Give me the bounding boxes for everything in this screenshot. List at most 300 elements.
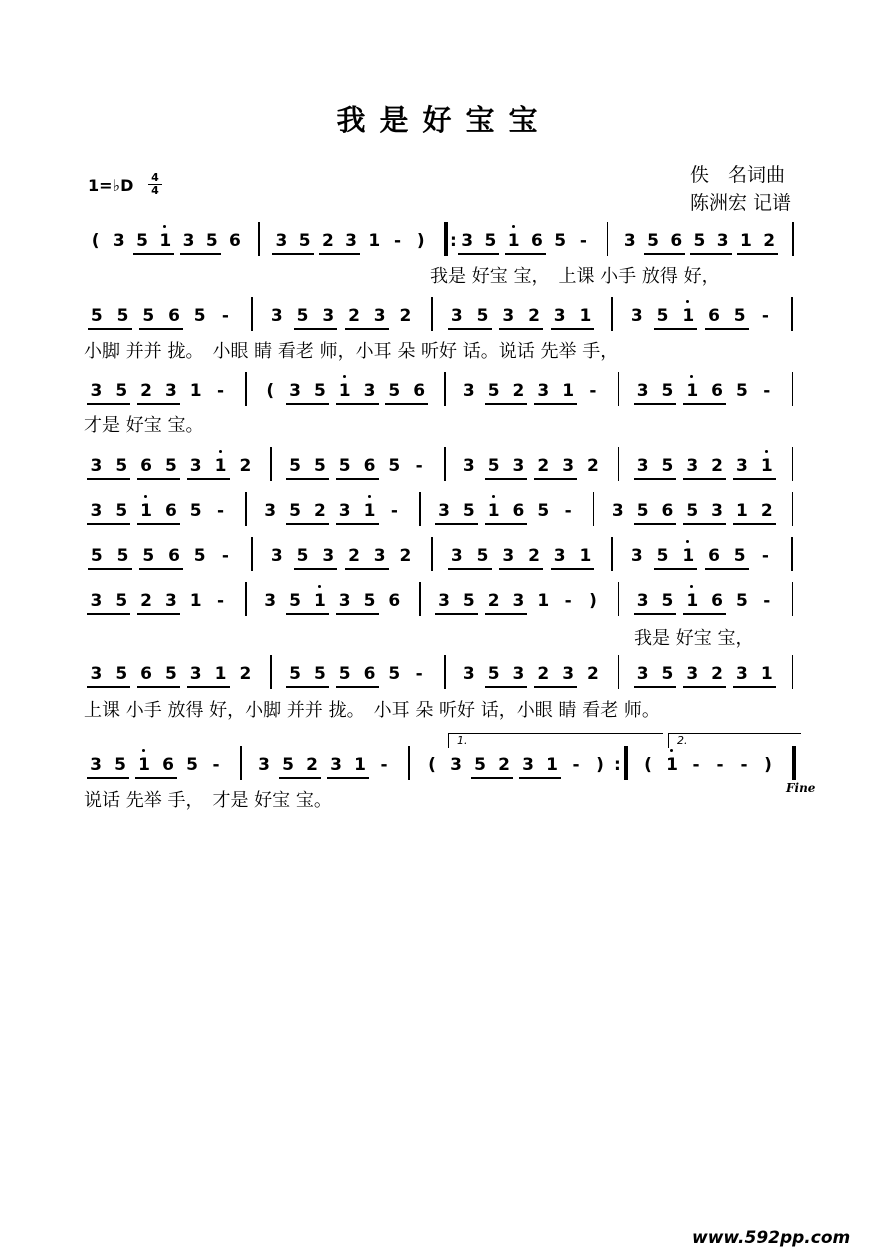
lyric-line: 上课 小手 放得 好，小脚 并并 拢。 小耳 朵 听好 话，小眼 睛 看老 师。 (84, 700, 660, 721)
dash-extension: - (763, 591, 771, 611)
underline-beam (683, 686, 726, 688)
note: 3 (636, 456, 649, 476)
note: 5 (289, 664, 301, 684)
note: 3 (363, 381, 376, 401)
underline-beam (279, 777, 321, 779)
note: 5 (313, 664, 326, 684)
note: 3 (275, 231, 288, 251)
bar-line (251, 537, 253, 571)
first-ending-bracket (448, 733, 663, 748)
underline-beam (137, 523, 180, 525)
note: 6 (164, 501, 177, 521)
note: 5 (661, 456, 674, 476)
underline-beam (137, 686, 180, 688)
note: 3 (270, 546, 283, 566)
note: 5 (296, 546, 309, 566)
underline-beam (286, 686, 329, 688)
repeat-dots: : (614, 755, 621, 775)
note: 1 (562, 381, 575, 401)
note: 1 (546, 755, 558, 775)
note: 3 (502, 546, 515, 566)
bar-line (419, 582, 421, 616)
underline-beam (187, 478, 230, 480)
note: 3 (264, 591, 277, 611)
first-ending-label: 1. (457, 734, 468, 747)
note: 5 (115, 456, 128, 476)
note: 5 (289, 591, 301, 611)
underline-beam (733, 523, 776, 525)
bar-line (791, 297, 793, 331)
underline-beam (137, 613, 180, 615)
note: 5 (205, 231, 218, 251)
note: 1 (368, 231, 381, 251)
note: 2 (763, 231, 776, 251)
underline-beam (87, 523, 130, 525)
note: 5 (661, 664, 674, 684)
underline-beam (137, 478, 180, 480)
underline-beam (634, 403, 677, 405)
parenthesis: ) (596, 755, 604, 775)
note: 6 (140, 664, 152, 684)
note: 6 (711, 381, 724, 401)
note: 3 (461, 231, 474, 251)
parenthesis: ( (644, 755, 652, 775)
note: 1 (505, 230, 523, 252)
note: 5 (462, 591, 475, 611)
underline-beam (683, 403, 726, 405)
note: 1 (679, 305, 697, 327)
underline-beam (499, 328, 543, 330)
parenthesis: ) (416, 231, 425, 251)
note: 3 (164, 381, 177, 401)
note: 3 (736, 664, 748, 684)
underline-beam (485, 523, 528, 525)
note: 2 (313, 501, 326, 521)
parenthesis: ( (266, 381, 275, 401)
note: 5 (289, 456, 301, 476)
note: 6 (708, 546, 720, 566)
underline-beam (458, 253, 499, 255)
note: 5 (733, 546, 746, 566)
note: 1 (189, 591, 202, 611)
note: 3 (182, 231, 195, 251)
note: 1 (758, 455, 776, 477)
note: 5 (115, 664, 128, 684)
bar-line (611, 297, 613, 331)
dash-extension: - (415, 456, 423, 476)
note: 5 (296, 306, 309, 326)
key-signature: 1=♭D (88, 176, 134, 195)
underline-beam (644, 253, 685, 255)
note: 1 (137, 500, 155, 522)
note: 6 (140, 456, 152, 476)
bar-line (431, 537, 433, 571)
bar-line (618, 447, 620, 481)
note: 2 (306, 755, 318, 775)
bar-line (270, 655, 272, 689)
note: 6 (413, 381, 426, 401)
bar-line (251, 297, 253, 331)
bar-line (593, 492, 595, 526)
note: 2 (760, 501, 773, 521)
note: 5 (193, 546, 206, 566)
underline-beam (634, 523, 677, 525)
note: 3 (562, 664, 575, 684)
bar-line (792, 492, 794, 526)
note: 3 (373, 306, 386, 326)
note: 3 (189, 664, 202, 684)
note: 2 (239, 664, 252, 684)
dash-extension: - (716, 755, 724, 775)
note: 1 (311, 590, 329, 612)
note: 2 (399, 306, 412, 326)
note: 5 (115, 501, 128, 521)
note: 3 (512, 456, 525, 476)
note: 2 (348, 546, 360, 566)
underline-beam (87, 403, 130, 405)
underline-beam (519, 777, 561, 779)
note: 2 (711, 456, 724, 476)
underline-beam (87, 686, 130, 688)
note: 5 (476, 306, 489, 326)
note: 5 (338, 664, 351, 684)
lyric-line: 才是 好宝 宝。 (84, 415, 204, 436)
parenthesis: ) (764, 755, 772, 775)
bar-line (444, 447, 446, 481)
underline-beam (88, 568, 132, 570)
note: 2 (587, 664, 599, 684)
underline-beam (705, 328, 749, 330)
note: 3 (686, 456, 699, 476)
bar-line (792, 655, 794, 689)
bar-line (792, 372, 794, 406)
note: 3 (462, 664, 475, 684)
bar-line (270, 447, 272, 481)
fine-marking: Fine (786, 781, 816, 795)
note: 3 (522, 755, 534, 775)
note: 3 (716, 231, 729, 251)
note: 3 (623, 231, 636, 251)
dash-extension: - (763, 381, 771, 401)
note: 5 (115, 381, 128, 401)
bar-line (607, 222, 609, 256)
note: 6 (661, 501, 674, 521)
dash-extension: - (221, 546, 229, 566)
dash-extension: - (415, 664, 423, 684)
bar-line (792, 447, 794, 481)
dash-extension: - (564, 501, 572, 521)
note: 2 (587, 456, 599, 476)
note: 5 (90, 306, 103, 326)
bar-line (245, 372, 247, 406)
note: 5 (189, 501, 202, 521)
bar-line (444, 655, 446, 689)
underline-beam (133, 253, 174, 255)
note: 3 (322, 306, 335, 326)
note: 3 (611, 501, 624, 521)
note: 5 (90, 546, 103, 566)
dash-extension: - (390, 501, 398, 521)
note: 3 (630, 306, 643, 326)
underline-beam (294, 328, 338, 330)
note: 1 (663, 754, 681, 776)
note: 2 (537, 456, 550, 476)
credit-composer: 佚 名词曲 (690, 164, 786, 186)
note: 1 (537, 591, 550, 611)
note: 3 (90, 501, 103, 521)
underline-beam (385, 403, 428, 405)
note: 3 (711, 501, 724, 521)
note: 2 (711, 664, 724, 684)
underline-beam (485, 613, 528, 615)
underline-beam (286, 613, 329, 615)
note: 3 (630, 546, 643, 566)
underline-beam (683, 478, 726, 480)
note: 3 (189, 456, 202, 476)
bar-line (419, 492, 421, 526)
time-signature (148, 172, 162, 197)
bar-line (792, 582, 794, 616)
note: 1 (683, 380, 701, 402)
note: 1 (485, 500, 503, 522)
note: 5 (313, 381, 326, 401)
lyric-line: 小脚 并并 拢。 小眼 睛 看老 师，小耳 朵 听好 话。说话 先举 手， (84, 341, 619, 362)
meter-bottom: 4 (148, 184, 162, 197)
dash-extension: - (217, 501, 225, 521)
bar-line (444, 222, 448, 256)
underline-beam (683, 523, 726, 525)
note: 6 (670, 231, 683, 251)
note: 5 (537, 501, 550, 521)
note: 1 (760, 664, 773, 684)
note: 6 (708, 306, 720, 326)
underline-beam (319, 253, 360, 255)
note: 1 (683, 590, 701, 612)
underline-beam (87, 777, 129, 779)
bar-line (431, 297, 433, 331)
bar-line (791, 537, 793, 571)
underline-beam (448, 328, 492, 330)
note: 3 (289, 381, 301, 401)
note: 1 (135, 754, 153, 776)
bar-line (245, 492, 247, 526)
note: 5 (114, 755, 126, 775)
underline-beam (705, 568, 749, 570)
bar-line (792, 746, 796, 780)
dash-extension: - (761, 546, 769, 566)
underline-beam (634, 686, 677, 688)
note: 3 (636, 591, 649, 611)
note: 5 (656, 546, 669, 566)
note: 5 (298, 231, 311, 251)
note: 3 (90, 456, 103, 476)
note: 3 (90, 381, 103, 401)
underline-beam (654, 568, 698, 570)
note: 3 (90, 591, 103, 611)
note: 5 (733, 306, 746, 326)
note: 3 (553, 546, 566, 566)
parenthesis: ) (589, 591, 597, 611)
note: 3 (373, 546, 386, 566)
underline-beam (137, 403, 180, 405)
lyric-line: 我是 好宝 宝， (634, 628, 754, 649)
note: 3 (462, 381, 475, 401)
note: 6 (162, 755, 174, 775)
note: 3 (502, 306, 515, 326)
meter-top: 4 (151, 171, 159, 184)
bar-line (245, 582, 247, 616)
note: 5 (736, 381, 748, 401)
note: 2 (239, 456, 252, 476)
note: 6 (168, 306, 180, 326)
underline-beam (435, 613, 478, 615)
underline-beam (272, 253, 313, 255)
note: 3 (264, 501, 277, 521)
note: 5 (736, 591, 748, 611)
note: 2 (528, 546, 540, 566)
note: 5 (462, 501, 475, 521)
note: 3 (736, 456, 748, 476)
underline-beam (294, 568, 338, 570)
note: 3 (512, 664, 525, 684)
underline-beam (135, 777, 177, 779)
note: 5 (487, 664, 500, 684)
underline-beam (187, 686, 230, 688)
song-title: 我是好宝宝 (336, 103, 552, 137)
underline-beam (336, 478, 379, 480)
note: 1 (679, 545, 697, 567)
underline-beam (435, 523, 478, 525)
credit-transcriber: 陈洲宏 记谱 (690, 192, 792, 214)
note: 5 (116, 306, 129, 326)
underline-beam (485, 478, 528, 480)
underline-beam (336, 613, 379, 615)
note: 3 (450, 546, 463, 566)
underline-beam (345, 328, 389, 330)
underline-beam (286, 403, 329, 405)
note: 5 (136, 231, 148, 251)
note: 6 (711, 591, 724, 611)
note: 2 (399, 546, 412, 566)
note: 1 (740, 231, 752, 251)
underline-beam (286, 478, 329, 480)
dash-extension: - (217, 591, 225, 611)
underline-beam (654, 328, 698, 330)
note: 2 (537, 664, 550, 684)
note: 1 (189, 381, 202, 401)
note: 6 (388, 591, 401, 611)
dash-extension: - (212, 755, 220, 775)
note: 5 (474, 755, 486, 775)
second-ending-bracket (668, 733, 801, 748)
note: 5 (338, 456, 351, 476)
note: 5 (193, 306, 206, 326)
site-watermark: www.592pp.com (692, 1228, 851, 1248)
underline-beam (336, 686, 379, 688)
repeat-dots: : (450, 231, 457, 251)
note: 3 (537, 381, 550, 401)
underline-beam (690, 253, 731, 255)
bar-line (611, 537, 613, 571)
note: 1 (214, 664, 227, 684)
underline-beam (634, 613, 677, 615)
bar-line (258, 222, 260, 256)
note: 5 (116, 546, 129, 566)
note: 3 (270, 306, 283, 326)
note: 1 (579, 306, 592, 326)
note: 5 (363, 591, 376, 611)
underline-beam (345, 568, 389, 570)
note: 5 (487, 456, 500, 476)
dash-extension: - (589, 381, 597, 401)
note: 2 (140, 591, 152, 611)
note: 6 (363, 456, 376, 476)
note: 5 (476, 546, 489, 566)
underline-beam (683, 613, 726, 615)
note: 3 (322, 546, 335, 566)
underline-beam (551, 328, 595, 330)
lyric-line: 我是 好宝 宝， 上课 小手 放得 好， (430, 266, 720, 287)
note: 5 (313, 456, 326, 476)
bar-line (618, 655, 620, 689)
note: 5 (115, 591, 128, 611)
note: 1 (212, 455, 230, 477)
note: 2 (528, 306, 540, 326)
underline-beam (551, 568, 595, 570)
note: 5 (693, 231, 706, 251)
dash-extension: - (692, 755, 700, 775)
underline-beam (534, 686, 577, 688)
note: 5 (554, 231, 567, 251)
bar-line (618, 582, 620, 616)
note: 3 (553, 306, 566, 326)
note: 1 (336, 380, 354, 402)
second-ending-label: 2. (677, 734, 688, 747)
underline-beam (737, 253, 778, 255)
note: 5 (142, 546, 155, 566)
underline-beam (733, 478, 776, 480)
bar-line (624, 746, 628, 780)
bar-line (618, 372, 620, 406)
note: 3 (338, 501, 351, 521)
bar-line (240, 746, 242, 780)
note: 3 (462, 456, 475, 476)
note: 5 (142, 306, 155, 326)
note: 5 (661, 381, 674, 401)
underline-beam (534, 478, 577, 480)
note: 5 (484, 231, 497, 251)
dash-extension: - (564, 591, 572, 611)
note: 3 (450, 306, 463, 326)
note: 5 (388, 664, 401, 684)
underline-beam (485, 686, 528, 688)
note: 2 (512, 381, 525, 401)
dash-extension: - (572, 755, 580, 775)
note: 3 (90, 664, 103, 684)
note: 6 (530, 231, 543, 251)
note: 5 (636, 501, 649, 521)
note: 2 (487, 591, 500, 611)
note: 3 (562, 456, 575, 476)
underline-beam (336, 523, 379, 525)
note: 5 (656, 306, 669, 326)
dash-extension: - (740, 755, 748, 775)
note: 5 (289, 501, 301, 521)
underline-beam (139, 568, 183, 570)
parenthesis: ( (428, 755, 436, 775)
note: 1 (361, 500, 379, 522)
note: 5 (164, 456, 177, 476)
